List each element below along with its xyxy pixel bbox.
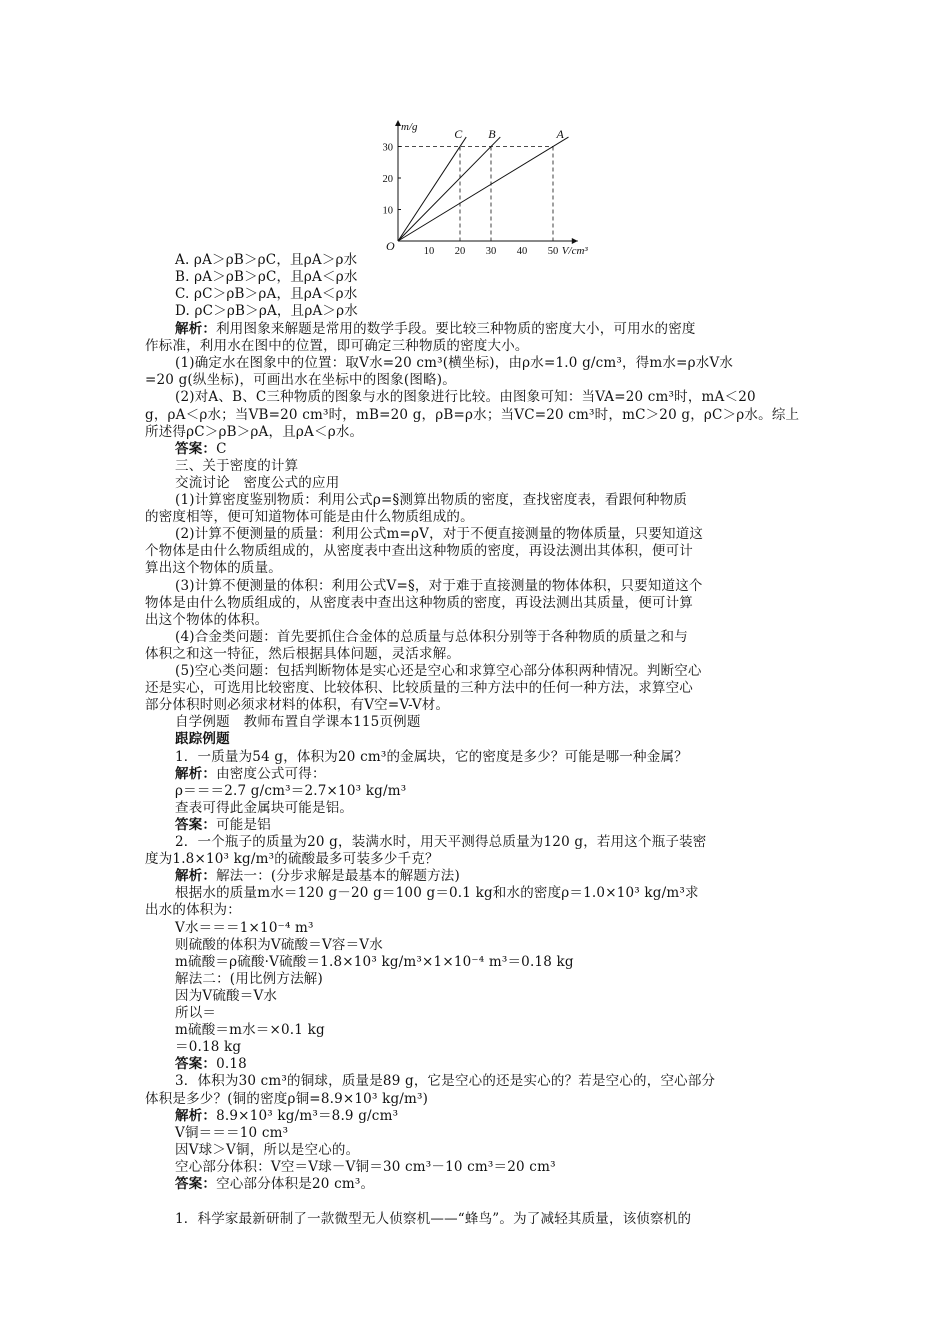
text-line [145, 1005, 845, 1022]
text-line [145, 509, 815, 526]
line-text: 交流讨论 密度公式的应用 [175, 474, 340, 491]
series-label-B: B [488, 127, 496, 142]
y-tick-label: 10 [382, 205, 393, 217]
text-line [145, 680, 815, 697]
text-line [145, 492, 845, 509]
line-text: 空心部分体积是20 cm³。 [216, 1176, 375, 1192]
text-line [145, 885, 845, 902]
text-line [145, 783, 845, 800]
text-line [145, 920, 845, 937]
origin-label: O [386, 239, 395, 253]
text-line [145, 714, 845, 731]
series-line-C [398, 137, 466, 241]
text-line [145, 988, 845, 1005]
option-d: D. ρC＞ρB＞ρA，且ρA＞ρ水 [175, 303, 358, 319]
line-text: 作标准，利用水在图中的位置，即可确定三种物质的密度大小。 [145, 338, 529, 355]
option-a: A. ρA＞ρB＞ρC，且ρA＞ρ水 [175, 252, 358, 268]
line-text: m硫酸＝m水＝×0.1 kg [175, 1022, 325, 1039]
text-line [145, 1056, 845, 1073]
text-line [145, 663, 845, 680]
text-line [145, 526, 845, 543]
line-text: 解法二：(用比例方法解) [175, 970, 323, 987]
x-tick-label: 10 [423, 246, 435, 257]
line-text: V铜＝＝＝10 cm³ [175, 1124, 289, 1141]
line-text: 可能是铝 [216, 816, 271, 833]
x-tick-label: 40 [516, 246, 528, 257]
line-text: =20 g(纵坐标)，可画出水在坐标中的图象(图略)。 [145, 372, 456, 389]
line-text: 查表可得此金属块可能是铝。 [175, 799, 354, 816]
line-text: 因V球＞V铜，所以是空心的。 [175, 1141, 360, 1158]
line-text: 物体是由什么物质组成的，从密度表中查出这种物质的密度，再设法测出其质量，便可计算 [145, 594, 693, 611]
line-text: 体积是多少？(铜的密度ρ铜=8.9×10³ kg/m³) [145, 1090, 429, 1107]
text-line [145, 971, 845, 988]
line-text: 出水的体积为： [145, 902, 241, 919]
text-line [145, 560, 815, 577]
line-text: 体积之和这一特征，然后根据具体问题，灵活求解。 [145, 645, 461, 662]
line-text: ＝0.18 kg [175, 1039, 242, 1056]
density-chart [365, 118, 605, 258]
text-line [145, 1159, 845, 1176]
line-text: (3)计算不便测量的体积：利用公式V=§，对于难于直接测量的物体体积，只要知道这个 [175, 577, 703, 594]
line-text: V水＝＝＝1×10⁻⁴ m³ [175, 919, 314, 936]
text-line [145, 817, 845, 834]
text-line [145, 1125, 845, 1142]
line-text: 由密度公式可得： [216, 765, 326, 782]
text-line [145, 697, 815, 714]
text-line [145, 321, 845, 338]
line-text: 3．体积为30 cm³的铜球，质量是89 g，它是空心的还是实心的？若是空心的，空心部分 [175, 1073, 716, 1090]
text-line [145, 372, 815, 389]
series-label-A: A [556, 127, 564, 142]
text-line [145, 1073, 845, 1090]
line-text: 自学例题 教师布置自学课本115页例题 [175, 714, 421, 731]
text-line [145, 868, 845, 885]
text-line [145, 1091, 815, 1108]
line-text: (2)对A、B、C三种物质的图象与水的图象进行比较。由图象可知：当VA=20 cm³时，mA＜20 [175, 389, 756, 406]
text-line [145, 441, 845, 458]
text-line [145, 834, 845, 851]
line-text: g，ρA＜ρ水；当VB=20 cm³时，mB=20 g，ρB=ρ水；当VC=20 cm³时，mC＞20 g，ρC＞ρ水。综上 [145, 406, 800, 423]
line-text: 因为V硫酸＝V水 [175, 987, 278, 1004]
text-line [145, 578, 845, 595]
series-line-A [398, 137, 569, 241]
x-axis-arrow [572, 238, 578, 244]
line-text: 利用图象来解题是常用的数学手段。要比较三种物质的密度大小，可用水的密度 [216, 321, 696, 337]
line-text: 2．一个瓶子的质量为20 g，装满水时，用天平测得总质量为120 g，若用这个瓶子装密 [175, 834, 707, 850]
text-line [145, 800, 845, 817]
text-line [145, 338, 815, 355]
text-line [145, 1142, 845, 1159]
line-text: 出这个物体的体积。 [145, 611, 269, 628]
y-axis-label: m/g [401, 121, 418, 133]
line-text: C [216, 440, 227, 457]
line-text: 部分体积时则必须求材料的体积，有V空=V-V材。 [145, 697, 450, 714]
line-text: 根据水的质量m水＝120 g－20 g＝100 g＝0.1 kg和水的密度ρ＝1.0×10³ kg/m³求 [175, 885, 699, 902]
series-line-B [398, 137, 500, 241]
text-line [145, 1022, 845, 1039]
line-text: (5)空心类问题：包括判断物体是实心还是空心和求算空心部分体积两种情况。判断空心 [175, 663, 702, 679]
y-tick-label: 30 [382, 142, 393, 154]
line-text: 还是实心，可选用比较密度、比较体积、比较质量的三种方法中的任何一种方法，求算空心 [145, 680, 693, 697]
line-text: (1)确定水在图象中的位置：取V水=20 cm³(横坐标)，由ρ水=1.0 g/cm³，得m水=ρ水V水 [175, 355, 734, 372]
line-text: 则硫酸的体积为V硫酸＝V容＝V水 [175, 936, 383, 953]
line-text: 算出这个物体的质量。 [145, 560, 282, 577]
line-text: 1．科学家最新研制了一款微型无人侦察机——“蜂鸟”。为了减轻其质量，该侦察机的 [175, 1211, 692, 1228]
line-text: ρ＝＝＝2.7 g/cm³＝2.7×10³ kg/m³ [175, 782, 407, 799]
line-text: 所述得ρC＞ρB＞ρA，且ρA＜ρ水。 [145, 423, 364, 440]
text-line [145, 629, 845, 646]
line-text: 的密度相等，便可知道物体可能是由什么物质组成的。 [145, 509, 474, 526]
line-text: 1．一质量为54 g，体积为20 cm³的金属块，它的密度是多少？可能是哪一种金属？ [175, 748, 688, 765]
line-text: 0.18 [216, 1056, 247, 1073]
text-line [145, 1176, 845, 1193]
text-line [145, 355, 845, 372]
text-line [145, 475, 845, 492]
line-text: (1)计算密度鉴别物质：利用公式ρ=§测算出物质的密度，查找密度表，看跟何种物质 [175, 492, 688, 508]
line-text: 个物体是由什么物质组成的，从密度表中查出这种物质的密度，再设法测出其体积，便可计 [145, 543, 693, 560]
line-text: 度为1.8×10³ kg/m³的硫酸最多可装多少千克？ [145, 851, 439, 868]
line-text: 三、关于密度的计算 [175, 457, 299, 474]
text-line [145, 954, 845, 971]
text-line [145, 424, 815, 441]
text-line [145, 543, 815, 560]
option-c: C. ρC＞ρB＞ρA，且ρA＜ρ水 [175, 286, 358, 302]
line-label: 答案： [175, 1056, 217, 1073]
text-line [145, 1108, 845, 1125]
text-line [145, 902, 815, 919]
text-line [145, 731, 845, 748]
line-label: 解析： [175, 765, 217, 782]
line-text: (4)合金类问题：首先要抓住合金体的总质量与总体积分别等于各种物质的质量之和与 [175, 628, 688, 645]
line-label: 解析： [175, 1107, 217, 1124]
text-line [145, 766, 845, 783]
x-tick-label: 50 [547, 246, 559, 257]
text-line [145, 851, 815, 868]
text-line [145, 646, 815, 663]
text-line [145, 612, 815, 629]
line-text: 所以＝ [175, 1005, 217, 1021]
line-text: 空心部分体积：V空＝V球－V铜＝30 cm³－10 cm³＝20 cm³ [175, 1158, 556, 1175]
line-text: 解法一：(分步求解是最基本的解题方法) [216, 868, 460, 885]
line-text: m硫酸＝ρ硫酸·V硫酸＝1.8×10³ kg/m³×1×10⁻⁴ m³＝0.18 kg [175, 953, 574, 970]
line-label: 答案： [175, 440, 217, 457]
line-label: 跟踪例题 [175, 731, 230, 748]
y-tick-label: 20 [382, 174, 393, 185]
line-label: 解析： [175, 321, 217, 337]
x-axis-label: V/cm³ [561, 245, 588, 257]
text-line [145, 1039, 845, 1056]
series-label-C: C [454, 127, 463, 142]
x-tick-label: 30 [485, 246, 497, 257]
line-label: 答案： [175, 1176, 217, 1192]
line-label: 解析： [175, 868, 217, 885]
line-label: 答案： [175, 816, 217, 833]
text-line [145, 458, 845, 475]
option-b: B. ρA＞ρB＞ρC，且ρA＜ρ水 [175, 269, 358, 285]
text-line [145, 749, 845, 766]
text-line [145, 595, 815, 612]
text-line [145, 1211, 845, 1228]
text-line [145, 389, 845, 406]
text-line [145, 407, 815, 424]
x-tick-label: 20 [454, 246, 466, 257]
text-line [145, 937, 845, 954]
line-text: 8.9×10³ kg/m³＝8.9 g/cm³ [216, 1107, 399, 1124]
line-text: (2)计算不便测量的质量：利用公式m=ρV，对于不便直接测量的物体质量，只要知道这 [175, 526, 704, 543]
